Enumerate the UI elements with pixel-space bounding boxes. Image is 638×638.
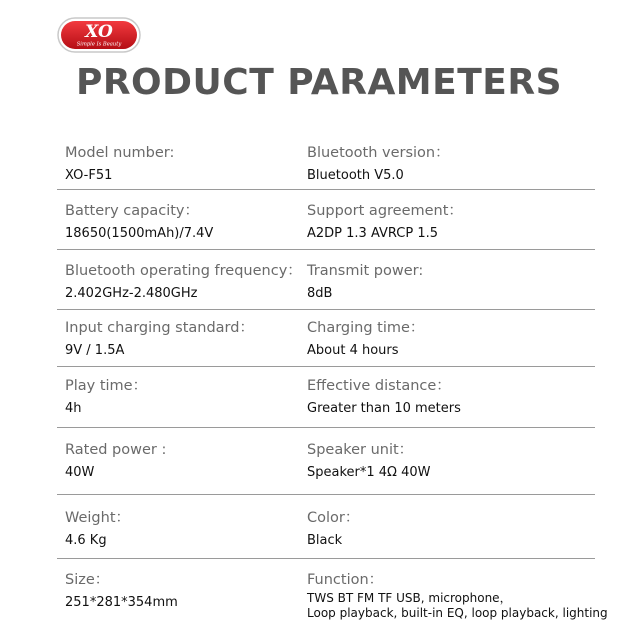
- spec-label: Transmit power:: [307, 263, 424, 279]
- spec-value: TWS BT FM TF USB, microphone，: [307, 591, 512, 605]
- spec-row: [57, 319, 595, 367]
- spec-label: Support agreement：: [307, 203, 463, 219]
- spec-value: 18650(1500mAh)/7.4V: [65, 226, 214, 241]
- spec-value: Speaker*1 4Ω 40W: [307, 465, 431, 480]
- spec-cell: [307, 202, 463, 242]
- spec-label: Battery capacity：: [65, 203, 199, 219]
- spec-row-last: [57, 571, 608, 620]
- spec-cell: [65, 262, 302, 302]
- spec-value: Bluetooth V5.0: [307, 168, 404, 183]
- spec-cell: [307, 144, 450, 184]
- logo-tagline: Simple Is Beauty: [76, 41, 122, 48]
- spec-cell: [65, 509, 130, 549]
- spec-label: Speaker unit：: [307, 442, 414, 458]
- spec-cell: [65, 377, 147, 417]
- spec-value: 4h: [65, 401, 82, 416]
- spec-cell: [307, 571, 608, 621]
- spec-value: 251*281*354mm: [65, 595, 178, 610]
- spec-label: Color：: [307, 510, 360, 526]
- spec-value: Black: [307, 533, 343, 548]
- spec-value: 40W: [65, 465, 95, 480]
- spec-cell: [65, 202, 213, 242]
- spec-label: Function：: [307, 572, 384, 588]
- spec-value: XO-F51: [65, 168, 113, 183]
- spec-cell: [307, 262, 423, 302]
- spec-row: [57, 377, 595, 428]
- spec-row: [57, 509, 595, 559]
- spec-cell: [65, 441, 166, 481]
- spec-label: Rated power :: [65, 442, 167, 458]
- spec-cell: [307, 377, 461, 417]
- spec-label: Input charging standard：: [65, 320, 254, 336]
- spec-value: 4.6 Kg: [65, 533, 107, 548]
- spec-row: [57, 202, 595, 250]
- spec-cell: [307, 319, 424, 359]
- spec-label: Charging time：: [307, 320, 425, 336]
- spec-value: 8dB: [307, 286, 333, 301]
- spec-cell: [65, 144, 174, 184]
- spec-label: Size：: [65, 572, 110, 588]
- page-title: PRODUCT PARAMETERS: [75, 62, 563, 103]
- spec-cell: [65, 319, 254, 359]
- logo-text: XO: [85, 22, 113, 42]
- spec-row: [57, 262, 595, 310]
- spec-label: Effective distance：: [307, 378, 451, 394]
- spec-value: 9V / 1.5A: [65, 343, 125, 358]
- spec-label: Play time：: [65, 378, 148, 394]
- spec-cell: [307, 441, 431, 481]
- spec-value: A2DP 1.3 AVRCP 1.5: [307, 226, 439, 241]
- spec-label: Weight：: [65, 510, 131, 526]
- spec-row: [57, 441, 595, 495]
- spec-value: 2.402GHz-2.480GHz: [65, 286, 198, 301]
- spec-label: Bluetooth operating frequency：: [65, 263, 302, 279]
- spec-value: About 4 hours: [307, 343, 399, 358]
- spec-value-line2: Loop playback, built-in EQ, loop playback, lighting: [307, 606, 608, 620]
- spec-label: Bluetooth version：: [307, 145, 450, 161]
- spec-value: Greater than 10 meters: [307, 401, 461, 416]
- spec-row: [57, 144, 595, 190]
- spec-cell: [307, 509, 359, 549]
- spec-label: Model number:: [65, 145, 175, 161]
- spec-cell: [65, 571, 178, 611]
